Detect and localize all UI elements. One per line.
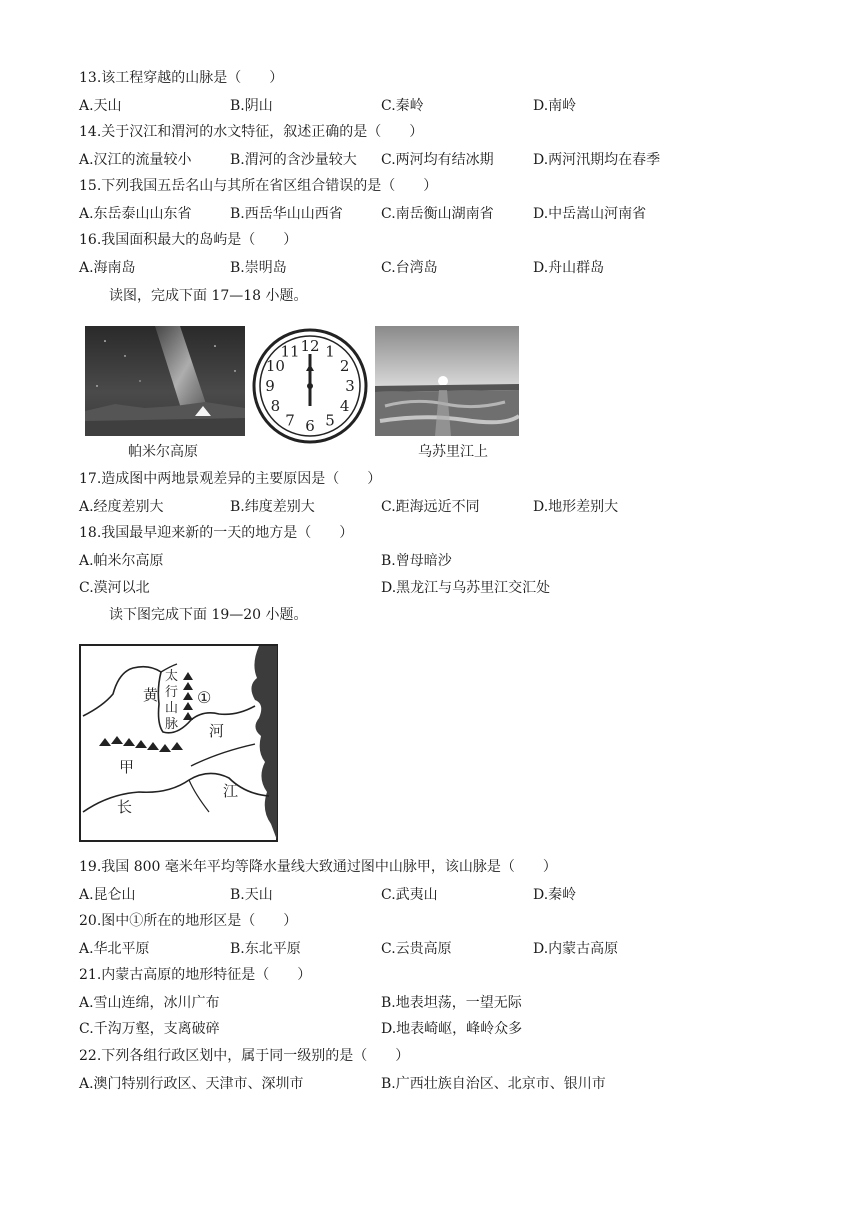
- q14-option-b: B.渭河的含沙量较大: [230, 152, 357, 168]
- q19-option-d: D.秦岭: [533, 887, 577, 903]
- q20-option-d: D.内蒙古高原: [533, 941, 619, 957]
- q18-option-d: D.黑龙江与乌苏里江交汇处: [381, 580, 551, 596]
- q19-option-c: C.武夷山: [381, 887, 438, 903]
- q15-option-b: B.西岳华山山西省: [230, 206, 343, 222]
- q16-option-c: C.台湾岛: [381, 260, 438, 276]
- q21-option-d: D.地表崎岖，峰岭众多: [381, 1021, 523, 1037]
- question-21-stem: 21.内蒙古高原的地形特征是（ ）: [79, 967, 312, 983]
- clock-figure: [250, 326, 370, 446]
- question-19-stem: 19.我国 800 毫米年平均等降水量线大致通过图中山脉甲，该山脉是（ ）: [79, 859, 557, 875]
- clock-number: 8: [270, 397, 281, 415]
- q17-option-c: C.距海远近不同: [381, 499, 480, 515]
- q13-option-c: C.秦岭: [381, 98, 424, 114]
- region-map: [79, 644, 279, 842]
- map-label-taihang-3: 山: [165, 701, 179, 716]
- map-label-chang: 长: [117, 798, 133, 816]
- q22-option-a: A.澳门特别行政区、天津市、深圳市: [79, 1076, 304, 1092]
- q15-option-a: A.东岳泰山山东省: [79, 206, 192, 222]
- clock-number: 12: [300, 337, 320, 355]
- clock-number: 5: [325, 411, 335, 430]
- map-label-he: 河: [209, 722, 225, 740]
- q18-option-a: A.帕米尔高原: [79, 553, 164, 569]
- clock-number: 4: [339, 397, 350, 415]
- intro-19-20: 读下图完成下面 19—20 小题。: [109, 607, 308, 623]
- question-18-stem: 18.我国最早迎来新的一天的地方是（ ）: [79, 525, 354, 541]
- q19-option-b: B.天山: [230, 887, 273, 903]
- q13-option-b: B.阴山: [230, 98, 273, 114]
- question-14-stem: 14.关于汉江和渭河的水文特征，叙述正确的是（ ）: [79, 124, 424, 140]
- q17-option-a: A.经度差别大: [79, 499, 164, 515]
- q16-option-a: A.海南岛: [79, 260, 136, 276]
- q14-option-d: D.两河汛期均在春季: [533, 152, 661, 168]
- q14-option-c: C.两河均有结冰期: [381, 152, 494, 168]
- q20-option-c: C.云贵高原: [381, 941, 452, 957]
- q19-option-a: A.昆仑山: [79, 887, 136, 903]
- q18-option-c: C.漠河以北: [79, 580, 150, 596]
- map-label-taihang-4: 脉: [165, 717, 179, 732]
- q13-option-a: A.天山: [79, 98, 122, 114]
- clock-number: 3: [345, 377, 355, 395]
- pamir-plateau-photo: [85, 326, 245, 436]
- wusuli-river-photo: [375, 326, 519, 436]
- map-label-huang: 黄: [143, 686, 159, 704]
- clock-number: 6: [305, 417, 315, 435]
- q21-option-b: B.地表坦荡，一望无际: [381, 995, 522, 1011]
- pamir-caption: 帕米尔高原: [128, 444, 198, 460]
- map-label-jia: 甲: [119, 758, 135, 776]
- q14-option-a: A.汉江的流量较小: [79, 152, 192, 168]
- q22-option-b: B.广西壮族自治区、北京市、银川市: [381, 1076, 606, 1092]
- intro-17-18: 读图，完成下面 17—18 小题。: [109, 288, 308, 304]
- wusuli-caption: 乌苏里江上: [418, 444, 488, 460]
- q13-option-d: D.南岭: [533, 98, 577, 114]
- question-20-stem: 20.图中①所在的地形区是（ ）: [79, 913, 298, 929]
- map-label-taihang-1: 太: [165, 669, 179, 684]
- q15-option-d: D.中岳嵩山河南省: [533, 206, 647, 222]
- map-marker-1: ①: [197, 688, 212, 707]
- q21-option-c: C.千沟万壑，支离破碎: [79, 1021, 220, 1037]
- q18-option-b: B.曾母暗沙: [381, 553, 452, 569]
- clock-number: 7: [285, 411, 295, 430]
- q20-option-a: A.华北平原: [79, 941, 150, 957]
- question-17-stem: 17.造成图中两地景观差异的主要原因是（ ）: [79, 471, 382, 487]
- question-13-stem: 13.该工程穿越的山脉是（ ）: [79, 70, 284, 86]
- q17-option-d: D.地形差别大: [533, 499, 619, 515]
- q17-option-b: B.纬度差别大: [230, 499, 315, 515]
- question-15-stem: 15.下列我国五岳名山与其所在省区组合错误的是（ ）: [79, 178, 438, 194]
- clock-number: 9: [265, 377, 275, 395]
- q20-option-b: B.东北平原: [230, 941, 301, 957]
- clock-number: 1: [325, 342, 335, 361]
- clock-number: 11: [280, 342, 300, 361]
- clock-number: 10: [265, 357, 285, 375]
- map-label-taihang-2: 行: [165, 685, 179, 700]
- q15-option-c: C.南岳衡山湖南省: [381, 206, 494, 222]
- map-label-jiang: 江: [223, 782, 239, 800]
- question-16-stem: 16.我国面积最大的岛屿是（ ）: [79, 232, 298, 248]
- clock-number: 2: [339, 357, 350, 375]
- q16-option-b: B.崇明岛: [230, 260, 287, 276]
- q21-option-a: A.雪山连绵，冰川广布: [79, 995, 220, 1011]
- question-22-stem: 22.下列各组行政区划中，属于同一级别的是（ ）: [79, 1048, 410, 1064]
- q16-option-d: D.舟山群岛: [533, 260, 605, 276]
